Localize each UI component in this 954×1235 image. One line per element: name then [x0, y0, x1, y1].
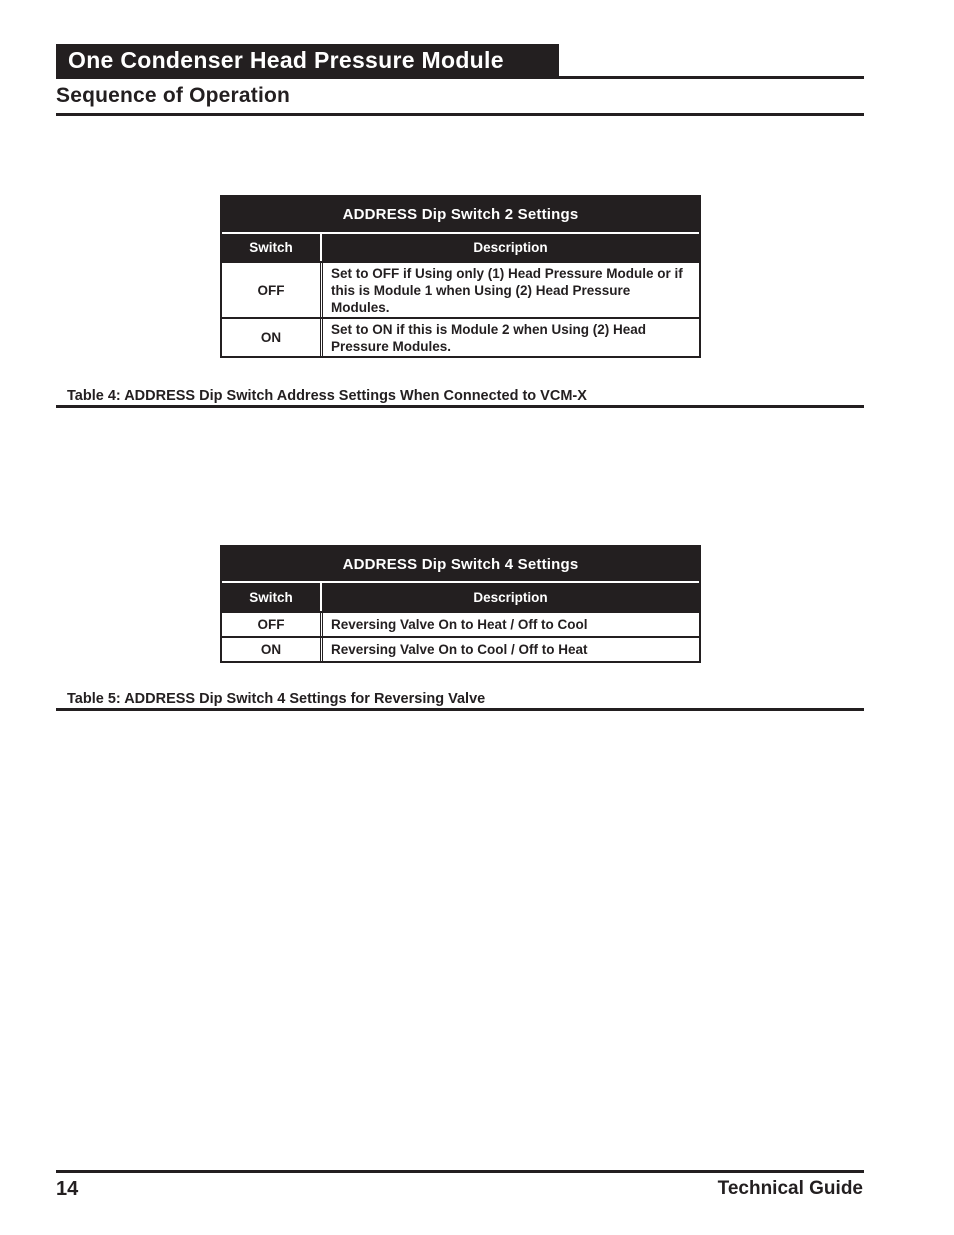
table-row	[222, 611, 699, 636]
description-cell: Reversing Valve On to Heat / Off to Cool	[331, 617, 588, 632]
header-rule	[56, 76, 864, 79]
footer-rule	[56, 1170, 864, 1173]
table-row	[222, 636, 699, 661]
table-caption: Table 5: ADDRESS Dip Switch 4 Settings for Reversing Valve	[67, 691, 486, 707]
section-title: Sequence of Operation	[56, 84, 291, 107]
document-type: Technical Guide	[717, 1178, 863, 1199]
column-header-switch: Switch	[222, 583, 322, 611]
caption-rule	[56, 405, 864, 408]
table-dip-switch-4	[220, 545, 701, 663]
switch-cell: ON	[222, 638, 323, 661]
table-row	[222, 317, 699, 356]
caption-rule	[56, 708, 864, 711]
column-header-switch: Switch	[222, 234, 322, 261]
switch-cell: OFF	[222, 613, 323, 636]
table-title: ADDRESS Dip Switch 2 Settings	[222, 197, 699, 232]
column-header-description: Description	[473, 240, 548, 255]
table-row	[222, 261, 699, 317]
table-header-row	[222, 581, 699, 611]
header-rule-bottom	[56, 113, 864, 116]
description-cell: Set to OFF if Using only (1) Head Pressure Module or if this is Module 1 when Using (2) Head Pressure Modules.	[331, 265, 683, 315]
table-caption: Table 4: ADDRESS Dip Switch Address Settings When Connected to VCM-X	[67, 388, 587, 404]
switch-cell: ON	[222, 319, 323, 356]
table-header-row	[222, 232, 699, 261]
table-title: ADDRESS Dip Switch 4 Settings	[222, 547, 699, 581]
description-cell: Set to ON if this is Module 2 when Using (2) Head Pressure Modules.	[331, 321, 647, 354]
column-header-description: Description	[473, 589, 548, 605]
table-dip-switch-2	[220, 195, 701, 358]
switch-cell: OFF	[222, 263, 323, 317]
page-number: 14	[56, 1178, 79, 1200]
module-title: One Condenser Head Pressure Module	[56, 44, 559, 77]
description-cell: Reversing Valve On to Cool / Off to Heat	[331, 642, 588, 657]
